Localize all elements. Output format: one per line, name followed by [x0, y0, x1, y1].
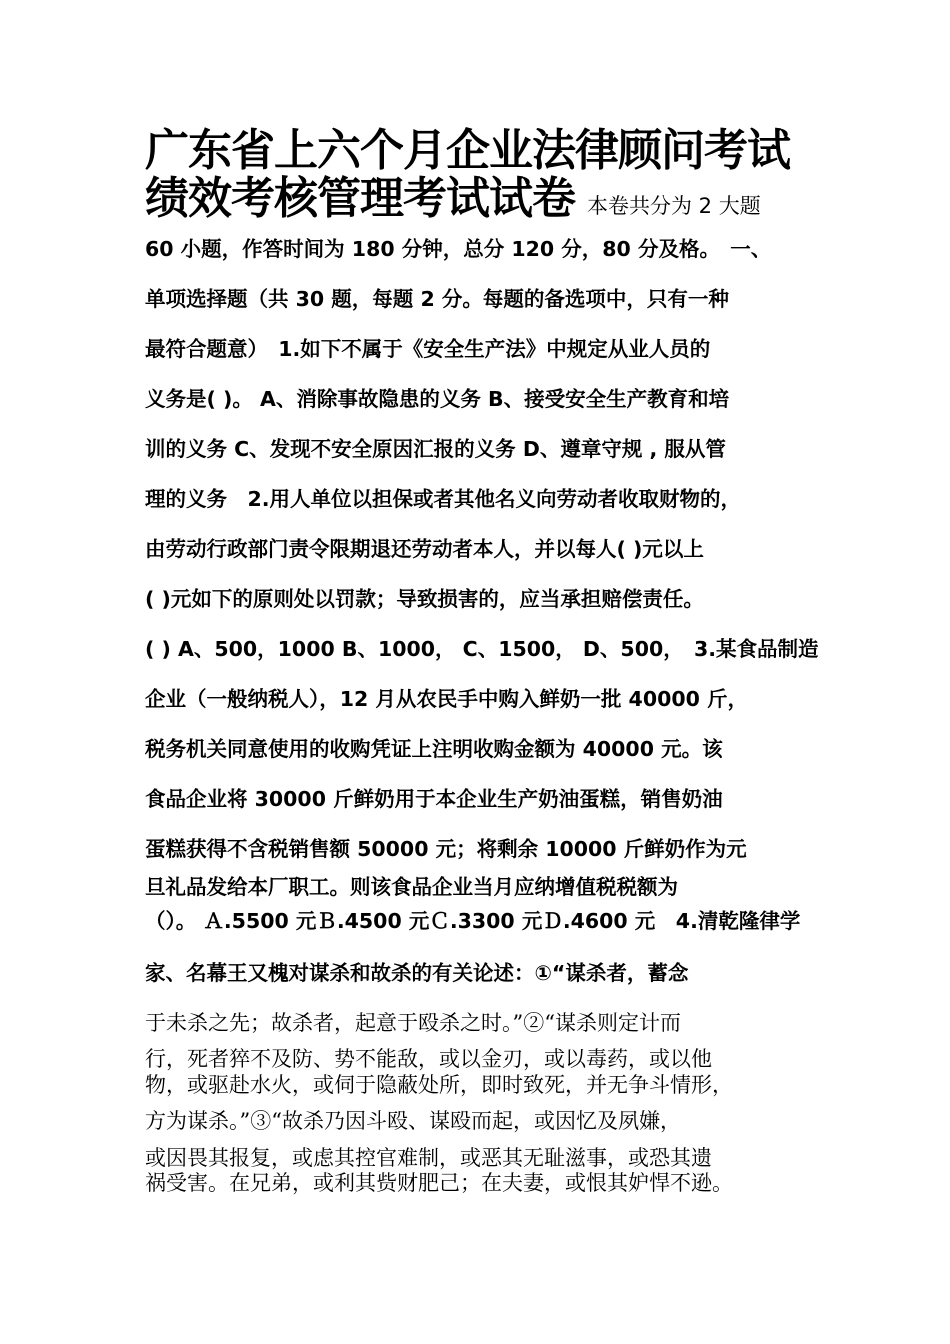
body-line: 单项选择题（共 30 题，每题 2 分。每题的备选项中，只有一种	[145, 287, 729, 311]
body-line: 企业（一般纳税人），12 月从农民手中购入鲜奶一批 40000 斤，	[145, 687, 749, 711]
document-title-text: 绩效考核管理考试试卷	[145, 174, 575, 224]
body-line: 蛋糕获得不含税销售额 50000 元；将剩余 10000 斤鲜奶作为元	[145, 837, 747, 861]
body-line: 于未杀之先；故杀者，起意于殴杀之时。”②“谋杀则定计而	[145, 1011, 681, 1035]
body-line: 食品企业将 30000 斤鲜奶用于本企业生产奶油蛋糕，销售奶油	[145, 787, 723, 811]
body-line: 由劳动行政部门责令限期退还劳动者本人，并以每人( )元以上	[145, 537, 704, 561]
document-title-line-1: 广东省上六个月企业法律顾问考试	[145, 126, 790, 176]
body-line: ( )元如下的原则处以罚款；导致损害的，应当承担赔偿责任。	[145, 587, 704, 611]
body-line: 理的义务 2.用人单位以担保或者其他名义向劳动者收取财物的，	[145, 487, 742, 511]
body-line: 训的义务 C、发现不安全原因汇报的义务 D、遵章守规 , 服从管	[145, 437, 726, 461]
body-line: 税务机关同意使用的收购凭证上注明收购金额为 40000 元。该	[145, 737, 723, 761]
body-line: 60 小题，作答时间为 180 分钟，总分 120 分，80 分及格。 一、	[145, 237, 772, 261]
body-line: 行，死者猝不及防、势不能敌，或以金刃，或以毒药，或以他	[145, 1047, 712, 1071]
body-line: ( ) A、500，1000 B、1000， C、1500， D、500， 3.某食品制造	[145, 637, 819, 661]
body-line: 家、名幕王又槐对谋杀和故杀的有关论述：①“谋杀者，蓄念	[145, 961, 689, 985]
body-line: 祸受害。在兄弟，或利其赀财肥己；在夫妻，或恨其妒悍不逊。	[145, 1171, 733, 1195]
body-line: 义务是( )。 A、消除事故隐患的义务 B、接受安全生产教育和培	[145, 387, 730, 411]
body-line: 或因畏其报复，或虑其控官难制，或恶其无耻滋事，或恐其遗	[145, 1146, 712, 1170]
body-line: 方为谋杀。”③“故杀乃因斗殴、谋殴而起，或因忆及夙嫌，	[145, 1109, 681, 1133]
body-line: 旦礼品发给本厂职工。则该食品企业当月应纳增值税税额为	[145, 875, 678, 899]
body-line: 最符合题意） 1.如下不属于《安全生产法》中规定从业人员的	[145, 337, 711, 361]
document-subtitle: 本卷共分为 2 大题	[587, 194, 761, 218]
document-title-line-2	[145, 174, 825, 231]
body-line: 物，或驱赴水火，或伺于隐蔽处所，即时致死，并无争斗情形，	[145, 1073, 733, 1097]
body-line: （）。 Ａ.5500 元Ｂ.4500 元Ｃ.3300 元Ｄ.4600 元 4.清乾隆律学	[145, 909, 801, 933]
